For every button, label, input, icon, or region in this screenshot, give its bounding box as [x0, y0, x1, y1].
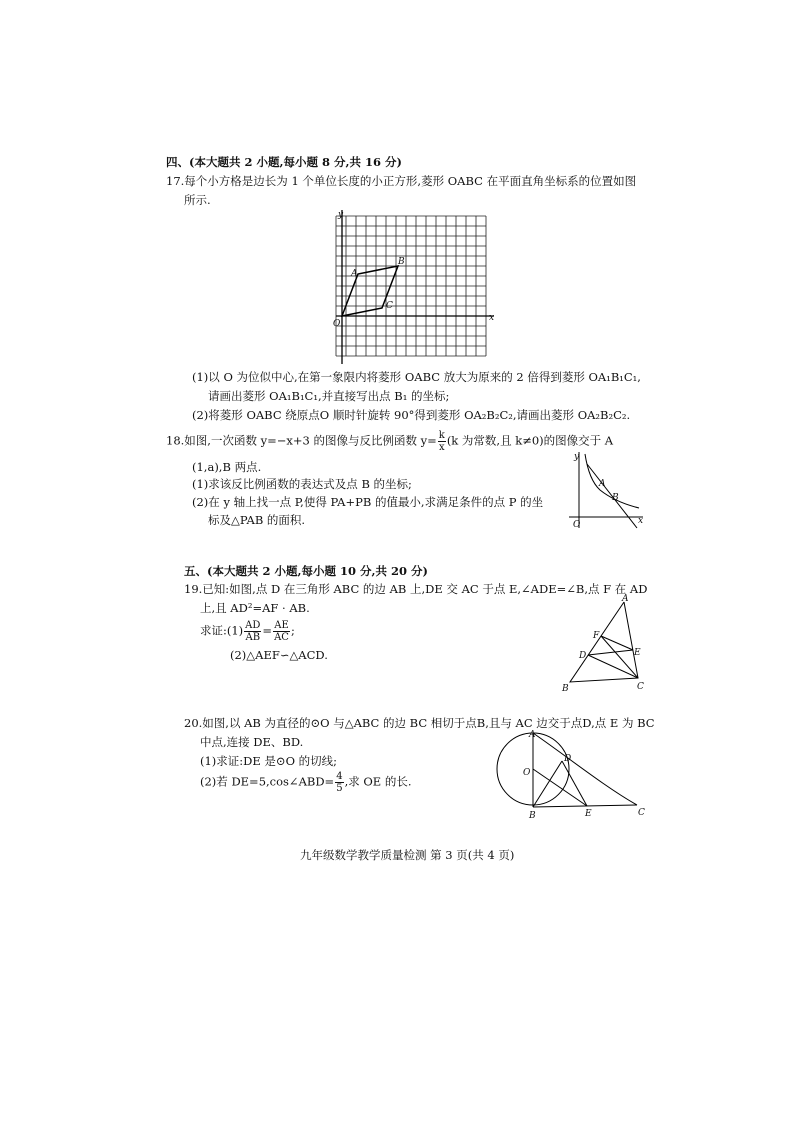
q20-segment-AC: [533, 733, 637, 805]
q17-label-A: A: [351, 269, 358, 279]
q19-segment-FE: [601, 636, 633, 650]
q17-part1b: 请画出菱形 OA₁B₁C₁,并直接写出点 B₁ 的坐标;: [208, 389, 450, 403]
q19-line2: 上,且 AD²=AF · AB.: [200, 601, 310, 615]
q17-part2: (2)将菱形 OABC 绕原点O 顺时针旋转 90°得到菱形 OA₂B₂C₂,请画出菱形 OA₂B₂C₂.: [192, 408, 631, 422]
q20-label-A: A: [529, 730, 536, 740]
q18-frac-num: k: [438, 430, 445, 441]
q20-label-E: E: [585, 809, 592, 819]
q20-label-C: C: [638, 808, 645, 818]
q18-line1-post: (k 为常数,且 k≠0)的图像交于 A: [446, 433, 614, 448]
q18-line1-pre: 18.如图,一次函数 y=−x+3 的图像与反比例函数 y=: [166, 433, 437, 448]
q19-label-E: E: [634, 648, 641, 658]
q19-label-D: D: [579, 651, 587, 661]
q18-line2: (1,a),B 两点.: [192, 460, 262, 474]
q20-label-B: B: [529, 811, 536, 821]
q19-segment-FC: [601, 636, 638, 678]
section5-header: 五、(本大题共 2 小题,每小题 10 分,共 20 分): [184, 564, 428, 578]
q19-label-A: A: [622, 594, 629, 604]
q19-f1-den: AB: [245, 632, 261, 643]
q20-part2-post: ,求 OE 的长.: [344, 774, 412, 789]
q19-fraction-2: [273, 620, 290, 643]
q18-function-figure: [565, 450, 645, 530]
q18-part1: (1)求该反比例函数的表达式及点 B 的坐标;: [192, 477, 412, 491]
q18-label-x: x: [638, 516, 644, 526]
q18-label-A: A: [599, 479, 606, 489]
q20-part2: [200, 771, 412, 794]
q18-label-B: B: [612, 493, 619, 503]
q18-label-y: y: [574, 452, 580, 462]
q17-label-O: O: [333, 319, 341, 329]
q19-triangle-ABC: [570, 602, 638, 682]
q19-part2: (2)△AEF∽△ACD.: [230, 648, 328, 662]
q19-label-C: C: [637, 682, 644, 692]
q18-part2b: 标及△PAB 的面积.: [208, 513, 306, 527]
q19-triangle-figure: [560, 592, 650, 696]
q18-fraction: [438, 430, 446, 453]
q17-line2: 所示.: [184, 193, 211, 207]
q17-label-B: B: [398, 257, 405, 267]
q17-grid-figure: [330, 210, 500, 370]
q19-f1-num: AD: [245, 620, 261, 631]
q20-segment-OE: [533, 769, 587, 806]
q19-proof-pre: 求证:(1): [200, 623, 244, 638]
q20-circle-figure: [495, 727, 650, 822]
q20-label-D: D: [564, 754, 572, 764]
q17-part1a: (1)以 O 为位似中心,在第一象限内将菱形 OABC 放大为原来的 2 倍得到菱形 OA₁B₁C₁,: [192, 370, 641, 384]
q17-label-y: y: [338, 210, 344, 220]
q19-label-B: B: [562, 684, 569, 694]
page-footer: 九年级数学教学质量检测 第 3 页(共 4 页): [300, 848, 515, 862]
q19-f2-den: AC: [274, 632, 289, 643]
q19-fraction-1: [244, 620, 261, 643]
q18-frac-den: x: [438, 442, 445, 453]
q19-label-F: F: [593, 631, 600, 641]
q19-line1: 19.已知:如图,点 D 在三角形 ABC 的边 AB 上,DE 交 AC 于点 E,∠ADE=∠B,点 F 在 AD: [184, 582, 648, 596]
q18-line1: [166, 430, 613, 453]
q20-line1: 20.如图,以 AB 为直径的⊙O 与△ABC 的边 BC 相切于点B,且与 AC 边交于点D,点 E 为 BC: [184, 716, 655, 730]
q19-segment-DC: [588, 655, 638, 678]
q20-frac-den: 5: [336, 783, 343, 794]
q20-segment-BC: [533, 805, 637, 807]
q20-part2-pre: (2)若 DE=5,cos∠ABD=: [200, 774, 335, 789]
q18-part2a: (2)在 y 轴上找一点 P,使得 PA+PB 的值最小,求满足条件的点 P 的坐: [192, 495, 544, 509]
q17-label-C: C: [386, 301, 393, 311]
q20-label-O: O: [523, 768, 531, 778]
q17-label-x: x: [489, 313, 495, 323]
q17-line1: 17.每个小方格是边长为 1 个单位长度的小正方形,菱形 OABC 在平面直角坐标系的位置如图: [166, 174, 637, 188]
q19-proof-post: ;: [290, 623, 295, 638]
q20-frac-num: 4: [336, 771, 343, 782]
q20-part1: (1)求证:DE 是⊙O 的切线;: [200, 754, 338, 768]
q19-f2-num: AE: [274, 620, 289, 631]
q20-line2: 中点,连接 DE、BD.: [200, 735, 304, 749]
q20-segment-BD: [533, 761, 562, 807]
q18-label-O: O: [573, 520, 581, 530]
q20-fraction: [335, 771, 343, 794]
section4-header: 四、(本大题共 2 小题,每小题 8 分,共 16 分): [166, 155, 402, 169]
q19-segment-DE: [588, 650, 633, 655]
q19-eq: =: [262, 623, 273, 638]
q19-proof-line1: [200, 620, 295, 643]
